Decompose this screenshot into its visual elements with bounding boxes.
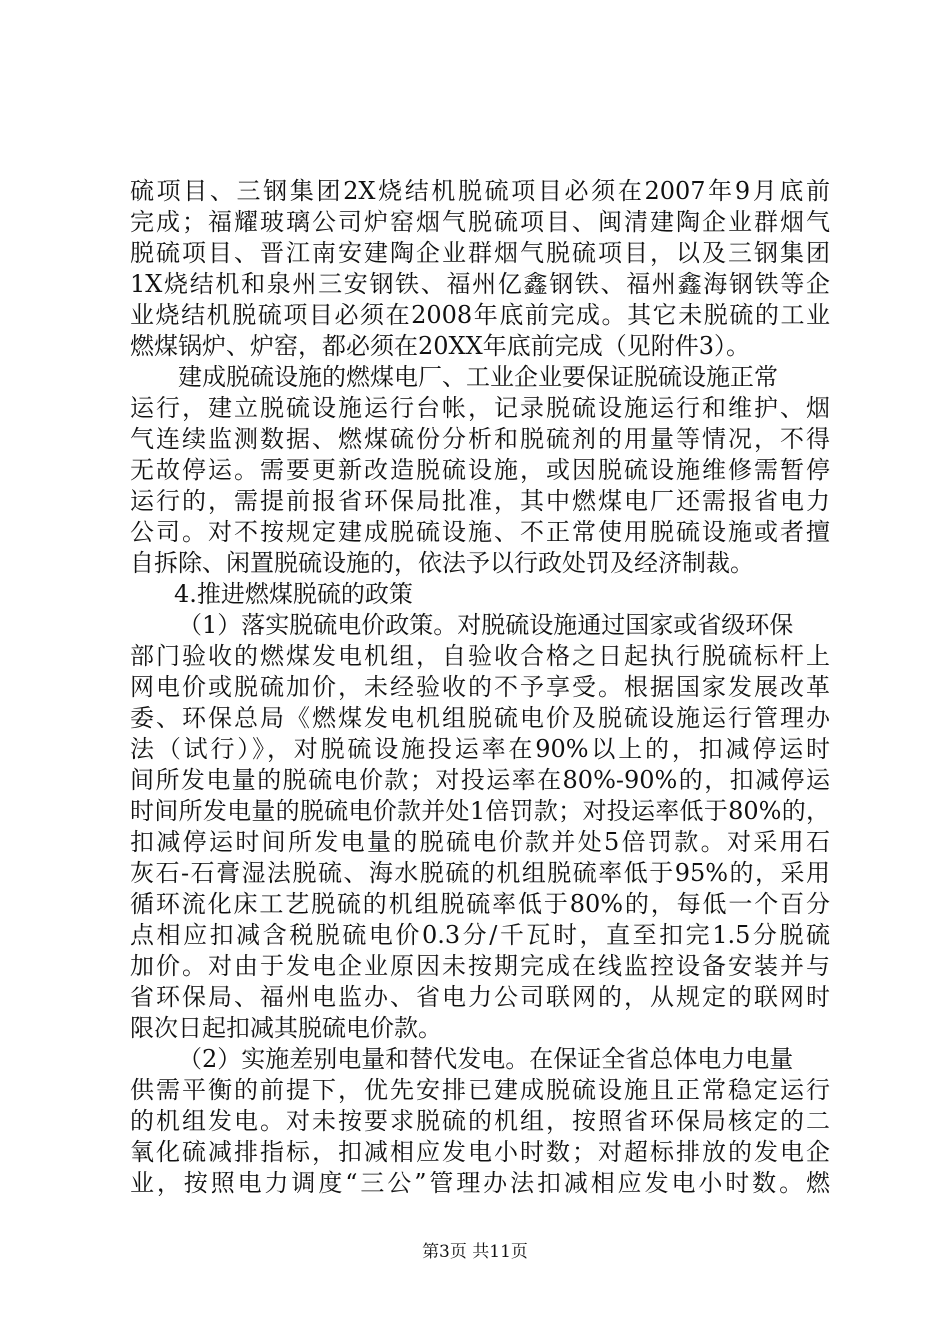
text-line: 氧化硫减排指标，扣减相应发电小时数；对超标排放的发电企 bbox=[130, 1138, 830, 1166]
text-line: 4.推进燃煤脱硫的政策 bbox=[174, 580, 413, 608]
text-line: 省环保局、福州电监办、省电力公司联网的，从规定的联网时 bbox=[130, 983, 830, 1011]
text-line: 委、环保总局《燃煤发电机组脱硫电价及脱硫设施运行管理办 bbox=[130, 704, 830, 732]
text-line: 的机组发电。对未按要求脱硫的机组，按照省环保局核定的二 bbox=[130, 1107, 830, 1135]
text-line: （1）落实脱硫电价政策。对脱硫设施通过国家或省级环保 bbox=[178, 611, 794, 639]
text-line: 无故停运。需要更新改造脱硫设施，或因脱硫设施维修需暂停 bbox=[130, 456, 830, 484]
document-body bbox=[130, 176, 830, 1199]
text-line: 运行的，需提前报省环保局批准，其中燃煤电厂还需报省电力 bbox=[130, 487, 830, 515]
page-number: 第3页 共11页 bbox=[422, 1242, 528, 1262]
text-line: 自拆除、闲置脱硫设施的，依法予以行政处罚及经济制裁。 bbox=[130, 549, 754, 577]
text-line: 时间所发电量的脱硫电价款并处1倍罚款；对投运率低于80%的， bbox=[130, 797, 830, 825]
text-line: 建成脱硫设施的燃煤电厂、工业企业要保证脱硫设施正常 bbox=[178, 363, 778, 391]
text-line: （2）实施差别电量和替代发电。在保证全省总体电力电量 bbox=[178, 1045, 794, 1073]
text-line: 1X烧结机和泉州三安钢铁、福州亿鑫钢铁、福州鑫海钢铁等企 bbox=[130, 270, 830, 298]
text-line: 部门验收的燃煤发电机组，自验收合格之日起执行脱硫标杆上 bbox=[130, 642, 830, 670]
text-line: 业烧结机脱硫项目必须在2008年底前完成。其它未脱硫的工业 bbox=[130, 301, 830, 329]
page-footer bbox=[0, 1241, 950, 1263]
text-line: 扣减停运时间所发电量的脱硫电价款并处5倍罚款。对采用石 bbox=[130, 828, 830, 856]
text-line: 间所发电量的脱硫电价款；对投运率在80%-90%的，扣减停运 bbox=[130, 766, 830, 794]
text-line: 点相应扣减含税脱硫电价0.3分/千瓦时，直至扣完1.5分脱硫 bbox=[130, 921, 830, 949]
text-line: 业，按照电力调度“三公”管理办法扣减相应发电小时数。燃 bbox=[130, 1169, 830, 1197]
text-line: 完成；福耀玻璃公司炉窑烟气脱硫项目、闽清建陶企业群烟气 bbox=[130, 208, 830, 236]
text-line: 运行，建立脱硫设施运行台帐，记录脱硫设施运行和维护、烟 bbox=[130, 394, 830, 422]
text-line: 供需平衡的前提下，优先安排已建成脱硫设施且正常稳定运行 bbox=[130, 1076, 830, 1104]
text-line: 限次日起扣减其脱硫电价款。 bbox=[130, 1014, 442, 1042]
text-line: 气连续监测数据、燃煤硫份分析和脱硫剂的用量等情况，不得 bbox=[130, 425, 830, 453]
text-line: 硫项目、三钢集团2X烧结机脱硫项目必须在2007年9月底前 bbox=[130, 177, 830, 205]
text-line: 网电价或脱硫加价，未经验收的不予享受。根据国家发展改革 bbox=[130, 673, 830, 701]
text-line: 加价。对由于发电企业原因未按期完成在线监控设备安装并与 bbox=[130, 952, 830, 980]
text-line: 法（试行）》，对脱硫设施投运率在90%以上的，扣减停运时 bbox=[130, 735, 830, 763]
text-line: 循环流化床工艺脱硫的机组脱硫率低于80%的，每低一个百分 bbox=[130, 890, 830, 918]
text-line: 灰石-石膏湿法脱硫、海水脱硫的机组脱硫率低于95%的，采用 bbox=[130, 859, 830, 887]
text-line: 燃煤锅炉、炉窑，都必须在20XX年底前完成（见附件3）。 bbox=[130, 332, 750, 360]
text-line: 公司。对不按规定建成脱硫设施、不正常使用脱硫设施或者擅 bbox=[130, 518, 830, 546]
text-line: 脱硫项目、晋江南安建陶企业群烟气脱硫项目，以及三钢集团 bbox=[130, 239, 830, 267]
